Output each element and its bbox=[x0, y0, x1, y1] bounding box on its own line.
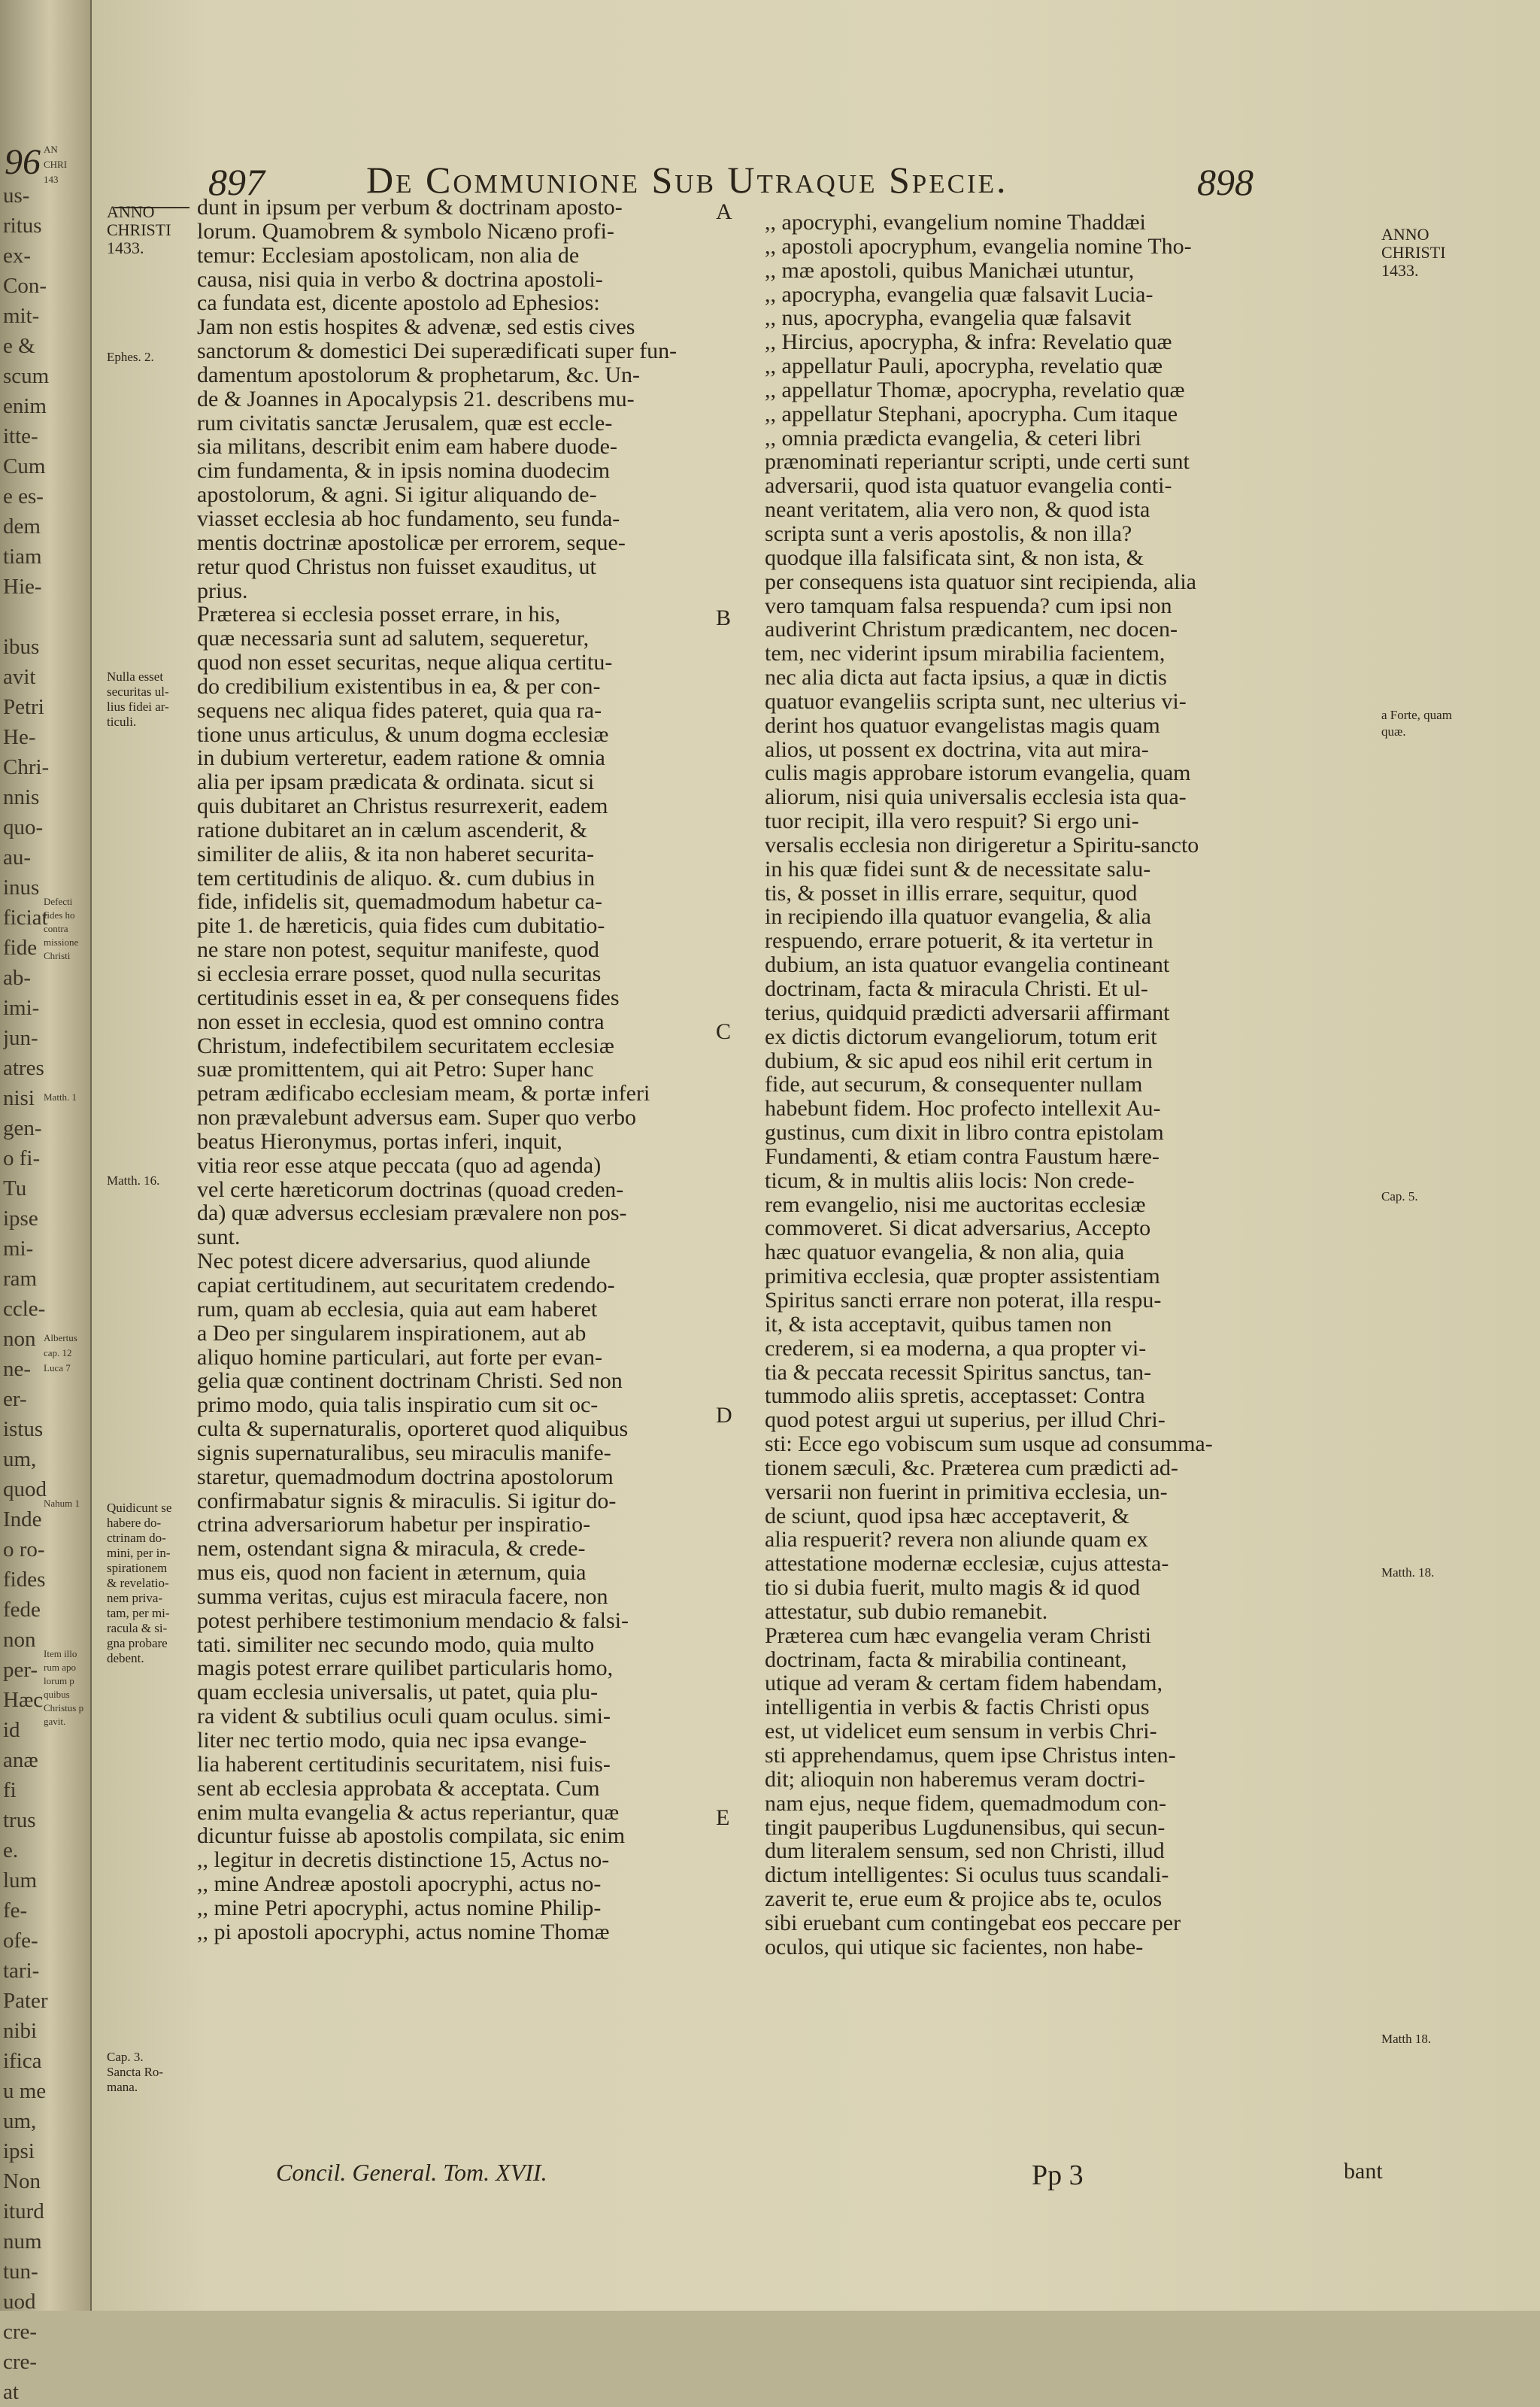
spine-word: fede bbox=[3, 1598, 41, 1622]
note-matth-18-b: Matth 18. bbox=[1381, 2032, 1432, 2046]
text-line: causa, nisi quia in verbo & doctrina apostoli- bbox=[197, 267, 603, 292]
page-number-left: 897 bbox=[208, 161, 265, 203]
text-line: ,, Hircius, apocrypha, & infra: Revelatio quæ bbox=[765, 330, 1172, 355]
text-line: sti: Ecce ego vobiscum sum usque ad consumma- bbox=[765, 1432, 1213, 1456]
spine-word bbox=[3, 602, 78, 632]
text-line: sunt. bbox=[197, 1225, 241, 1250]
text-line: Præterea cum hæc evangelia veram Christi bbox=[765, 1623, 1151, 1648]
text-line: beatus Hieronymus, portas inferi, inquit, bbox=[197, 1129, 562, 1154]
note-line: racula & si- bbox=[107, 1621, 168, 1635]
text-line: signis supernaturalibus, seu miraculis manife- bbox=[197, 1440, 611, 1465]
spine-note: lorum p bbox=[44, 1675, 74, 1686]
text-line: quod non esset securitas, neque aliqua certitu- bbox=[197, 651, 613, 675]
anno-label-right bbox=[1381, 226, 1494, 280]
spine-word: ipse bbox=[3, 1207, 38, 1231]
text-line: nem, ostendant signa & miracula, & crede- bbox=[197, 1537, 586, 1562]
text-line: liter nec tertio modo, quia nec ipsa evange- bbox=[197, 1729, 587, 1753]
spine-note: CHRI bbox=[44, 159, 68, 170]
spine-word: non bbox=[3, 1628, 36, 1652]
text-line: ratione dubitaret an in cælum ascenderit, & bbox=[197, 818, 587, 842]
text-line: Jam non estis hospites & advenæ, sed estis cives bbox=[197, 315, 635, 340]
text-line: vitia reor esse atque peccata (quo ad agenda) bbox=[197, 1153, 602, 1178]
text-line: sibi eruebant cum contingebat eos peccare per bbox=[765, 1911, 1181, 1935]
text-line: ca fundata est, dicente apostolo ad Ephesios: bbox=[197, 291, 600, 316]
text-line: rum, quam ab ecclesia, quia aut eam haberet bbox=[197, 1297, 598, 1322]
spine-word: mi- bbox=[3, 1237, 34, 1261]
note-line: spirationem bbox=[107, 1561, 168, 1575]
anno-word: ANNO bbox=[1381, 225, 1429, 244]
text-line: tis, & posset in illis errare, sequitur, quod bbox=[765, 881, 1138, 906]
spine-note: gavit. bbox=[44, 1716, 66, 1727]
anno-year: 1433. bbox=[1381, 261, 1419, 280]
note-line: Nulla esset bbox=[107, 669, 164, 684]
text-line: mentis doctrinæ apostolicæ per errorem, seque- bbox=[197, 530, 626, 555]
spine-word: o ro- bbox=[3, 1537, 45, 1562]
spine-word: lum bbox=[3, 1868, 38, 1893]
spine-word: um, bbox=[3, 2109, 37, 2133]
text-line: ,, apocrypha, evangelia quæ falsavit Lucia- bbox=[765, 282, 1153, 307]
text-line: quæ necessaria sunt ad salutem, sequeretur, bbox=[197, 627, 590, 651]
footer-volume: Concil. General. Tom. XVII. bbox=[276, 2159, 547, 2186]
spine-word: ofe- bbox=[3, 1929, 38, 1953]
text-line: alia per ipsam prædicata & ordinata. sicut si bbox=[197, 770, 595, 795]
spine-word: ibus bbox=[3, 635, 40, 659]
text-line: ,, apocryphi, evangelium nomine Thaddæi bbox=[765, 211, 1146, 235]
spine-note: 143 bbox=[44, 174, 59, 185]
spine-word: istus bbox=[3, 1417, 44, 1441]
spine-note: Christus p bbox=[44, 1702, 84, 1713]
note-nulla-esset bbox=[107, 669, 193, 730]
text-line: vel certe hæreticorum doctrinas (quoad creden- bbox=[197, 1177, 624, 1202]
text-line: hæc quatuor evangelia, & non alia, quia bbox=[765, 1240, 1125, 1265]
text-line: cim fundamenta, & in ipsis nomina duodecim bbox=[197, 459, 611, 484]
spine-word: cre- bbox=[3, 2350, 38, 2374]
spine-word: fi bbox=[3, 1778, 17, 1802]
spine-word: num bbox=[3, 2229, 42, 2254]
spine-word: e & bbox=[3, 334, 35, 358]
page-number-right: 898 bbox=[1197, 161, 1254, 203]
text-line: dicuntur fuisse ab apostolis compilata, sic enim bbox=[197, 1824, 626, 1849]
text-line: in dubium verteretur, eadem ratione & omnia bbox=[197, 746, 605, 771]
text-line: culis magis approbare istorum evangelia, quam bbox=[765, 761, 1191, 786]
spine-word: enim bbox=[3, 394, 47, 418]
note-line: habere do- bbox=[107, 1516, 162, 1530]
section-letter: A bbox=[716, 199, 732, 224]
text-line: attestatione modernæ ecclesiæ, cujus attesta- bbox=[765, 1552, 1169, 1577]
spine-word: inus bbox=[3, 876, 40, 900]
text-line: ,, apostoli apocryphum, evangelia nomine Tho- bbox=[765, 234, 1192, 259]
text-line: culta & supernaturalis, oporteret quod aliquibus bbox=[197, 1417, 629, 1441]
text-line: petram ædificabo ecclesiam meam, & portæ inferi bbox=[197, 1082, 650, 1106]
previous-page-spine bbox=[0, 0, 92, 2404]
text-line: tione unus articulus, & unum dogma ecclesiæ bbox=[197, 722, 609, 747]
section-letter: E bbox=[716, 1805, 730, 1830]
note-line: lius fidei ar- bbox=[107, 700, 169, 714]
spine-word: Petri bbox=[3, 695, 44, 719]
section-letter: C bbox=[716, 1019, 732, 1044]
christi-word: CHRISTI bbox=[1381, 243, 1446, 262]
spine-note: Nahum 1 bbox=[44, 1498, 80, 1509]
spine-word: ex- bbox=[3, 244, 32, 268]
text-line: gelia quæ continent doctrinam Christi. Sed non bbox=[197, 1369, 623, 1394]
text-line: tem, nec viderint ipsum mirabilia facientem, bbox=[765, 642, 1166, 666]
text-line: summa veritas, cujus est miracula facere, non bbox=[197, 1584, 608, 1609]
note-cap-5: Cap. 5. bbox=[1381, 1189, 1418, 1204]
text-line: apostolorum, & agni. Si igitur aliquando de- bbox=[197, 483, 597, 507]
spine-word: um, bbox=[3, 1447, 37, 1471]
text-line: zaverit te, erue eum & projice abs te, oculos bbox=[765, 1887, 1163, 1911]
text-line: quatuor evangeliis scripta sunt, nec ulterius vi- bbox=[765, 689, 1187, 714]
spine-word: non bbox=[3, 1327, 36, 1351]
text-line: per consequens ista quatuor sint recipienda, alia bbox=[765, 569, 1196, 594]
running-title: De Communione Sub Utraque Specie. bbox=[366, 159, 1008, 201]
text-line: temur: Ecclesiam apostolicam, non alia de bbox=[197, 243, 580, 268]
anno-label-left bbox=[107, 203, 193, 257]
book-page bbox=[92, 0, 1540, 2311]
christi-word: CHRISTI bbox=[107, 220, 171, 239]
spine-word: e es- bbox=[3, 484, 44, 508]
text-line: retur quod Christus non fuisset exauditus, ut bbox=[197, 554, 596, 579]
text-line: Christum, indefectibilem securitatem ecclesiæ bbox=[197, 1034, 614, 1058]
text-line: ,, pi apostoli apocryphi, actus nomine Thomæ bbox=[197, 1920, 610, 1944]
spine-word: He- bbox=[3, 725, 36, 749]
spine-note: cap. 12 bbox=[44, 1347, 72, 1358]
section-letter: D bbox=[716, 1403, 732, 1428]
spine-word: ccle- bbox=[3, 1297, 46, 1321]
text-line: fide, infidelis sit, quemadmodum habetur ca- bbox=[197, 890, 603, 915]
spine-word: Hie- bbox=[3, 575, 42, 599]
text-line: similiter de aliis, & ita non haberet securita- bbox=[197, 842, 595, 867]
text-line: vero tamquam falsa respuenda? cum ipsi non bbox=[765, 593, 1172, 618]
text-line: do credibilium existentibus in ea, & per con- bbox=[197, 674, 601, 699]
text-line: Nec potest dicere adversarius, quod aliunde bbox=[197, 1249, 591, 1273]
text-line: primitiva ecclesia, quæ propter assistentiam bbox=[765, 1264, 1160, 1288]
text-line: ex dictis dictorum evangeliorum, totum erit bbox=[765, 1024, 1157, 1049]
text-line: mus eis, quod non facient in æternum, quia bbox=[197, 1561, 587, 1585]
text-line: pite 1. de hæreticis, quia fides cum dubitatio- bbox=[197, 914, 605, 939]
text-line: suæ promittentem, qui ait Petro: Super hanc bbox=[197, 1058, 594, 1082]
text-line: quodque illa falsificata sint, & non ista, & bbox=[765, 545, 1144, 570]
text-line: nam ejus, neque fidem, quemadmodum con- bbox=[765, 1791, 1167, 1816]
text-line: in his quæ fidei sunt & de necessitate salu- bbox=[765, 857, 1151, 882]
note-line: Sancta Ro- bbox=[107, 2065, 164, 2079]
text-line: neant veritatem, alia vero non, & quod ista bbox=[765, 498, 1150, 522]
spine-word: nnis bbox=[3, 785, 40, 809]
note-line: Quidicunt se bbox=[107, 1501, 172, 1515]
text-line: versalis ecclesia non dirigeretur a Spiritu-sancto bbox=[765, 833, 1199, 857]
signature-mark: Pp 3 bbox=[1032, 2160, 1084, 2191]
spine-word: Tu bbox=[3, 1176, 27, 1200]
text-line: versarii non fuerint in primitiva ecclesia, un- bbox=[765, 1480, 1168, 1504]
spine-word: Con- bbox=[3, 274, 47, 298]
right-text-column bbox=[765, 211, 1378, 1959]
text-line: ,, omnia prædicta evangelia, & ceteri libri bbox=[765, 426, 1141, 451]
note-line: debent. bbox=[107, 1651, 144, 1665]
note-line: Cap. 3. bbox=[107, 2050, 144, 2064]
text-line: Præterea si ecclesia posset errare, in his, bbox=[197, 603, 561, 627]
spine-word: Inde bbox=[3, 1507, 42, 1531]
text-line: doctrinam, facta & miracula Christi. Et ul- bbox=[765, 977, 1148, 1001]
spine-word: per- bbox=[3, 1658, 38, 1682]
text-line: sanctorum & domestici Dei superædificati super fun- bbox=[197, 339, 678, 363]
text-line: magis potest errare quilibet particularis homo, bbox=[197, 1656, 614, 1681]
spine-word: cre- bbox=[3, 2320, 38, 2344]
text-line: ,, appellatur Pauli, apocrypha, revelatio quæ bbox=[765, 354, 1163, 378]
spine-word: us- bbox=[3, 184, 30, 208]
text-line: tio si dubia fuerit, multo magis & id quod bbox=[765, 1576, 1141, 1600]
text-line: viasset ecclesia ab hoc fundamento, seu funda- bbox=[197, 506, 620, 531]
note-line: nem priva- bbox=[107, 1591, 163, 1605]
spine-note: fides ho bbox=[44, 909, 75, 921]
text-line: de & Joannes in Apocalypsis 21. describens mu- bbox=[197, 387, 635, 411]
spine-word: ab- bbox=[3, 966, 32, 990]
spine-note: quibus bbox=[44, 1689, 70, 1700]
spine-word: ifica bbox=[3, 2049, 42, 2073]
text-line: confirmabatur signis & miraculis. Si igitur do- bbox=[197, 1489, 617, 1513]
text-line: attestatur, sub dubio remanebit. bbox=[765, 1599, 1048, 1624]
note-line: & revelatio- bbox=[107, 1576, 169, 1590]
note-ephes: Ephes. 2. bbox=[107, 350, 154, 364]
text-line: ,, appellatur Thomæ, apocrypha, revelatio quæ bbox=[765, 378, 1185, 402]
spine-note: Item illo bbox=[44, 1648, 77, 1659]
text-line: audiverint Christum prædicantem, nec docen- bbox=[765, 618, 1178, 642]
spine-word: iturd bbox=[3, 2199, 44, 2223]
anno-year: 1433. bbox=[107, 238, 144, 257]
note-quidicunt bbox=[107, 1501, 193, 1666]
text-line: quis dubitaret an Christus resurrexerit, eadem bbox=[197, 794, 608, 818]
text-line: dubium, & sic apud eos nihil erit certum in bbox=[765, 1049, 1153, 1073]
spine-note: AN bbox=[44, 144, 58, 155]
note-matth-18-a: Matth. 18. bbox=[1381, 1565, 1435, 1580]
note-line: ctrinam do- bbox=[107, 1531, 166, 1545]
text-line: ,, legitur in decretis distinctione 15, Actus no- bbox=[197, 1848, 610, 1873]
text-line: rum civitatis sanctæ Jerusalem, quæ est eccle- bbox=[197, 411, 613, 436]
text-line: tingit pauperibus Lugdunensibus, qui secun- bbox=[765, 1815, 1166, 1840]
text-line: staretur, quemadmodum doctrina apostolorum bbox=[197, 1465, 614, 1489]
spine-word: gen- bbox=[3, 1116, 42, 1140]
text-line: derint hos quatuor evangelistas magis quam bbox=[765, 713, 1160, 738]
spine-note: rum apo bbox=[44, 1662, 76, 1673]
text-line: ,, nus, apocrypha, evangelia quæ falsavit bbox=[765, 306, 1132, 331]
spine-word: tun- bbox=[3, 2260, 38, 2284]
spine-word: at bbox=[3, 2380, 19, 2404]
text-line: adversarii, quod ista quatuor evangelia conti- bbox=[765, 474, 1172, 499]
previous-page-text bbox=[3, 181, 78, 2407]
section-letter: B bbox=[716, 606, 732, 630]
text-line: tionem sæculi, &c. Præterea cum prædicti ad- bbox=[765, 1455, 1178, 1480]
spine-word: anæ bbox=[3, 1748, 38, 1772]
text-line: lorum. Quamobrem & symbolo Nicæno profi- bbox=[197, 219, 614, 244]
spine-word: dem bbox=[3, 514, 41, 539]
text-line: lia haberent certitudinis securitatem, nisi fuis- bbox=[197, 1752, 611, 1777]
spine-word: au- bbox=[3, 845, 32, 870]
spine-word: er- bbox=[3, 1387, 27, 1411]
spine-word: fe- bbox=[3, 1899, 28, 1923]
text-line: primo modo, quia talis inspiratio cum sit oc- bbox=[197, 1393, 599, 1418]
text-line: da) quæ adversus ecclesiam prævalere non pos- bbox=[197, 1201, 627, 1226]
text-line: ra vident & subtilius oculi quam oculus. simi- bbox=[197, 1704, 611, 1729]
spine-note: Albertus bbox=[44, 1332, 77, 1343]
text-line: quam ecclesia universalis, ut patet, quia plu- bbox=[197, 1680, 599, 1705]
spine-note: contra bbox=[44, 923, 68, 934]
catchword: bant bbox=[1344, 2159, 1383, 2184]
text-line: alia respuerit? revera non aliunde quam ex bbox=[765, 1528, 1148, 1553]
text-line: tem certitudinis de aliquo. &. cum dubius in bbox=[197, 866, 596, 891]
text-line: gustinus, cum dixit in libro contra epistolam bbox=[765, 1121, 1164, 1145]
spine-note: Defecti bbox=[44, 896, 73, 907]
text-line: sti apprehendamus, quem ipse Christus inten- bbox=[765, 1744, 1176, 1768]
text-line: tia & peccata recessit Spiritus sanctus, tan- bbox=[765, 1360, 1151, 1385]
text-line: it, & ista acceptavit, quibus tamen non bbox=[765, 1312, 1112, 1337]
spine-word: imi- bbox=[3, 996, 40, 1020]
text-line: ,, mine Petri apocryphi, actus nomine Philip- bbox=[197, 1896, 602, 1920]
spine-word: id bbox=[3, 1718, 20, 1742]
spine-word: Chri- bbox=[3, 755, 50, 779]
spine-word: fides bbox=[3, 1568, 46, 1592]
note-line: mana. bbox=[107, 2080, 138, 2094]
text-line: dit; alioquin non haberemus veram doctri- bbox=[765, 1767, 1145, 1792]
left-text-column bbox=[197, 196, 738, 1944]
spine-note: Matth. 1 bbox=[44, 1091, 77, 1103]
spine-word: u me bbox=[3, 2079, 47, 2103]
previous-page-number: 96 bbox=[5, 142, 41, 182]
spine-word: Pater bbox=[3, 1989, 48, 2013]
text-line: dunt in ipsum per verbum & doctrinam aposto- bbox=[197, 196, 623, 220]
text-line: Fundamenti, & etiam contra Faustum hære- bbox=[765, 1144, 1160, 1169]
note-line: a Forte, quam bbox=[1381, 708, 1452, 722]
spine-word: itte- bbox=[3, 424, 38, 448]
text-line: si ecclesia errare posset, quod nulla securitas bbox=[197, 962, 602, 986]
text-line: intelligentia in verbis & factis Christi opus bbox=[765, 1695, 1150, 1720]
text-line: prænominati reperiantur scripti, unde certi sunt bbox=[765, 450, 1190, 475]
note-line: securitas ul- bbox=[107, 684, 169, 699]
note-line: ticuli. bbox=[107, 715, 137, 729]
note-line: tam, per mi- bbox=[107, 1606, 170, 1620]
spine-word: quo- bbox=[3, 815, 44, 839]
text-line: tati. similiter nec secundo modo, quia multo bbox=[197, 1632, 595, 1657]
text-line: enim multa evangelia & actus reperiantur, quæ bbox=[197, 1800, 620, 1825]
text-line: de sciunt, quod ipsa hæc acceptaverit, & bbox=[765, 1504, 1129, 1528]
spine-word: Non bbox=[3, 2169, 41, 2193]
spine-word: ipsi bbox=[3, 2139, 35, 2163]
text-line: tuor recipit, illa vero respuit? Si ergo uni- bbox=[765, 809, 1139, 833]
text-line: prius. bbox=[197, 578, 248, 603]
text-line: doctrinam, facta & mirabilia contineant, bbox=[765, 1647, 1127, 1672]
text-line: utique ad veram & certam fidem habendam, bbox=[765, 1671, 1163, 1696]
spine-word: ram bbox=[3, 1267, 38, 1291]
text-line: sia militans, describit enim eam habere duode- bbox=[197, 435, 617, 460]
note-line: mini, per in- bbox=[107, 1546, 171, 1560]
text-line: sequens nec aliqua fides pateret, quia qua ra- bbox=[197, 698, 602, 723]
text-line: dubium, an ista quatuor evangelia contineant bbox=[765, 953, 1170, 977]
text-line: dum literalem sensum, sed non Christi, illud bbox=[765, 1839, 1165, 1864]
text-line: non prævalebunt adversus eam. Super quo verbo bbox=[197, 1106, 637, 1130]
text-line: fide, aut securum, & consequenter nullam bbox=[765, 1073, 1143, 1097]
text-line: ctrina adversariorum habetur per inspiratio- bbox=[197, 1513, 591, 1537]
spine-word: mit- bbox=[3, 304, 40, 328]
note-line: quæ. bbox=[1381, 724, 1406, 739]
spine-word: nisi bbox=[3, 1086, 35, 1110]
text-line: ,, mæ apostoli, quibus Manichæi utuntur, bbox=[765, 258, 1135, 283]
spine-word: ritus bbox=[3, 214, 42, 238]
anno-word: ANNO bbox=[107, 202, 155, 221]
spine-word: tiam bbox=[3, 545, 42, 569]
text-line: est, ut videlicet eum sensum in verbis Chri- bbox=[765, 1720, 1157, 1744]
text-line: tummodo aliis spretis, acceptasset: Contra bbox=[765, 1384, 1145, 1409]
text-line: dictum intelligentes: Si oculus tuus scandali- bbox=[765, 1863, 1169, 1888]
text-line: alios, ut possent ex doctrina, vita aut mira- bbox=[765, 737, 1149, 762]
spine-word: atres bbox=[3, 1056, 44, 1080]
text-line: aliquo homine particulari, aut forte per evan- bbox=[197, 1345, 602, 1370]
text-line: crederem, si ea moderna, a qua propter vi- bbox=[765, 1336, 1147, 1361]
text-line: respuendo, errare potuerit, & ita vertetur in bbox=[765, 929, 1153, 954]
spine-word: nibi bbox=[3, 2019, 38, 2043]
text-line: habebunt fidem. Hoc profecto intellexit Au- bbox=[765, 1097, 1161, 1122]
spine-word: ne- bbox=[3, 1357, 32, 1381]
spine-word: jun- bbox=[3, 1026, 38, 1050]
text-line: aliorum, nisi quia universalis ecclesia ista qua- bbox=[765, 785, 1187, 810]
spine-note: Christi bbox=[44, 950, 71, 961]
spine-word: ficiat bbox=[3, 906, 48, 930]
text-line: capiat certitudinem, aut securitatem credendo- bbox=[197, 1273, 615, 1298]
spine-word: scum bbox=[3, 364, 50, 388]
text-line: sent ab ecclesia approbata & acceptata. Cum bbox=[197, 1776, 600, 1801]
text-line: Spiritus sancti errare non poterat, illa respu- bbox=[765, 1288, 1162, 1313]
text-line: oculos, qui utique sic facientes, non habe- bbox=[765, 1935, 1144, 1959]
spine-word: Hæc bbox=[3, 1688, 44, 1712]
text-line: scripta sunt a veris apostolis, & non illa? bbox=[765, 521, 1132, 546]
spine-note: missione bbox=[44, 936, 79, 948]
text-line: ticum, & in multis aliis locis: Non crede- bbox=[765, 1168, 1135, 1193]
text-line: damentum apostolorum & prophetarum, &c. Un- bbox=[197, 363, 641, 387]
text-line: terius, quidquid prædicti adversarii affirmant bbox=[765, 1000, 1170, 1025]
text-line: ,, mine Andreæ apostoli apocryphi, actus no- bbox=[197, 1872, 602, 1896]
text-line: rem evangelio, nisi me auctoritas ecclesiæ bbox=[765, 1192, 1146, 1217]
text-line: quod potest argui ut superius, per illud Chri- bbox=[765, 1408, 1166, 1433]
spine-word: Cum bbox=[3, 454, 46, 478]
text-line: certitudinis esset in ea, & per consequens fides bbox=[197, 985, 620, 1010]
spine-word: quod bbox=[3, 1477, 47, 1501]
text-line: nec alia dicta aut facta ipsius, a quæ in dictis bbox=[765, 666, 1167, 690]
spine-word: trus bbox=[3, 1808, 36, 1832]
text-line: non esset in ecclesia, quod est omnino contra bbox=[197, 1009, 605, 1034]
spine-word: o fi- bbox=[3, 1146, 41, 1170]
text-line: potest perhibere testimonium mendacio & falsi- bbox=[197, 1608, 629, 1633]
note-line: gna probare bbox=[107, 1636, 168, 1650]
spine-word: tari- bbox=[3, 1959, 40, 1983]
note-forte bbox=[1381, 707, 1494, 740]
text-line: a Deo per singularem inspirationem, aut ab bbox=[197, 1321, 587, 1346]
note-cap-3 bbox=[107, 2050, 193, 2095]
spine-word: e. bbox=[3, 1838, 19, 1862]
text-line: commoveret. Si dicat adversarius, Accepto bbox=[765, 1216, 1151, 1241]
text-line: in recipiendo illa quatuor evangelia, & alia bbox=[765, 905, 1151, 930]
text-line: ne stare non potest, sequitur manifeste, quod bbox=[197, 938, 599, 962]
text-line: ,, appellatur Stephani, apocrypha. Cum itaque bbox=[765, 402, 1178, 426]
spine-note: Luca 7 bbox=[44, 1362, 71, 1373]
spine-word: fide bbox=[3, 936, 38, 960]
note-matth-16: Matth. 16. bbox=[107, 1173, 160, 1188]
spine-word: uod bbox=[3, 2290, 36, 2314]
spine-word: avit bbox=[3, 665, 36, 689]
